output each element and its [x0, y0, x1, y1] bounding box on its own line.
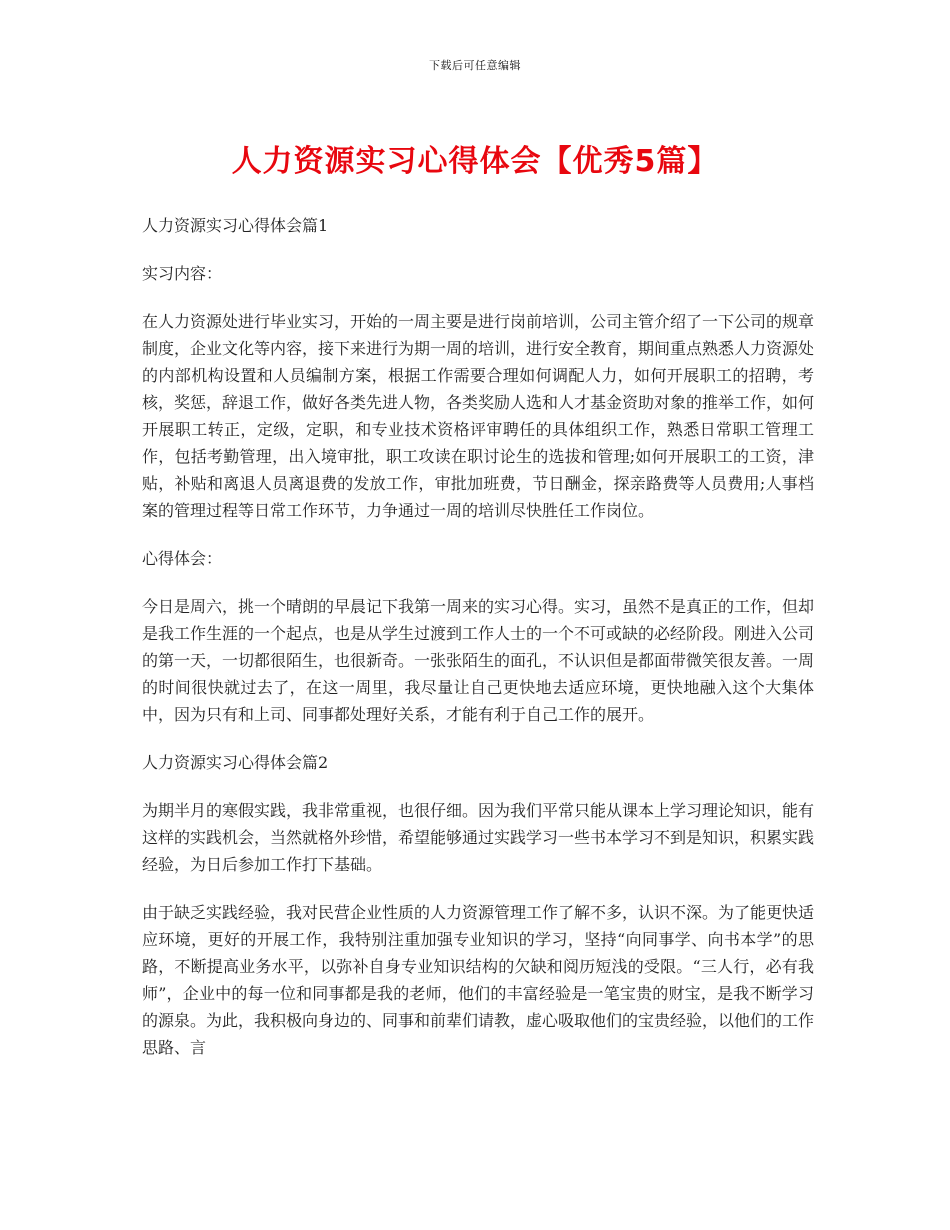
document-title: 人力资源实习心得体会【优秀5篇】 [231, 144, 719, 179]
subheading-reflections: 心得体会： [142, 549, 223, 568]
section-heading-2: 人力资源实习心得体会篇2 [142, 753, 329, 772]
paragraph-winter-practice: 为期半月的寒假实践，我非常重视，也很仔细。因为我们平常只能从课本上学习理论知识，能有这样的实践机会，当然就格外珍惜，希望能够通过实践学习一些书本学习不到是知识，积累实践经验，为日后参加工作打下基础。 [142, 801, 815, 874]
subheading-internship-content: 实习内容： [142, 264, 223, 283]
section-heading-1: 人力资源实习心得体会篇1 [142, 216, 329, 235]
document-body [142, 212, 814, 1082]
header-note: 下载后可任意编辑 [429, 59, 521, 72]
paragraph-learning: 由于缺乏实践经验，我对民营企业性质的人力资源管理工作了解不多，认识不深。为了能更快适应环境，更好的开展工作，我特别注重加强专业知识的学习，坚持“向同事学、向书本学”的思路，不断提高业务水平，以弥补自身专业知识结构的欠缺和阅历短浅的受限。“三人行，必有我师”，企业中的每一位和同事都是我的老师，他们的丰富经验是一笔宝贵的财宝，是我不断学习的源泉。为此，我积极向身边的、同事和前辈们请教，虚心吸取他们的宝贵经验，以他们的工作思路、言 [142, 903, 815, 1057]
paragraph-reflections: 今日是周六，挑一个晴朗的早晨记下我第一周来的实习心得。实习，虽然不是真正的工作，但却是我工作生涯的一个起点，也是从学生过渡到工作人士的一个不可或缺的必经阶段。刚进入公司的第一天，一切都很陌生，也很新奇。一张张陌生的面孔，不认识但是都面带微笑很友善。一周的时间很快就过去了，在这一周里，我尽量让自己更快地去适应环境，更快地融入这个大集体中，因为只有和上司、同事都处理好关系，才能有利于自己工作的展开。 [142, 597, 815, 724]
paragraph-internship-content: 在人力资源处进行毕业实习，开始的一周主要是进行岗前培训，公司主管介绍了一下公司的规章制度，企业文化等内容，接下来进行为期一周的培训，进行安全教育，期间重点熟悉人力资源处的内部机构设置和人员编制方案，根据工作需要合理如何调配人力，如何开展职工的招聘，考核，奖惩，辞退工作，做好各类先进人物，各类奖励人选和人才基金资助对象的推举工作，如何开展职工转正，定级，定职，和专业技术资格评审聘任的具体组织工作，熟悉日常职工管理工作，包括考勤管理，出入境审批，职工攻读在职讨论生的选拔和管理;如何开展职工的工资，津贴，补贴和离退人员离退费的发放工作，审批加班费，节日酬金，探亲路费等人员费用;人事档案的管理过程等日常工作环节，力争通过一周的培训尽快胜任工作岗位。 [142, 312, 815, 520]
